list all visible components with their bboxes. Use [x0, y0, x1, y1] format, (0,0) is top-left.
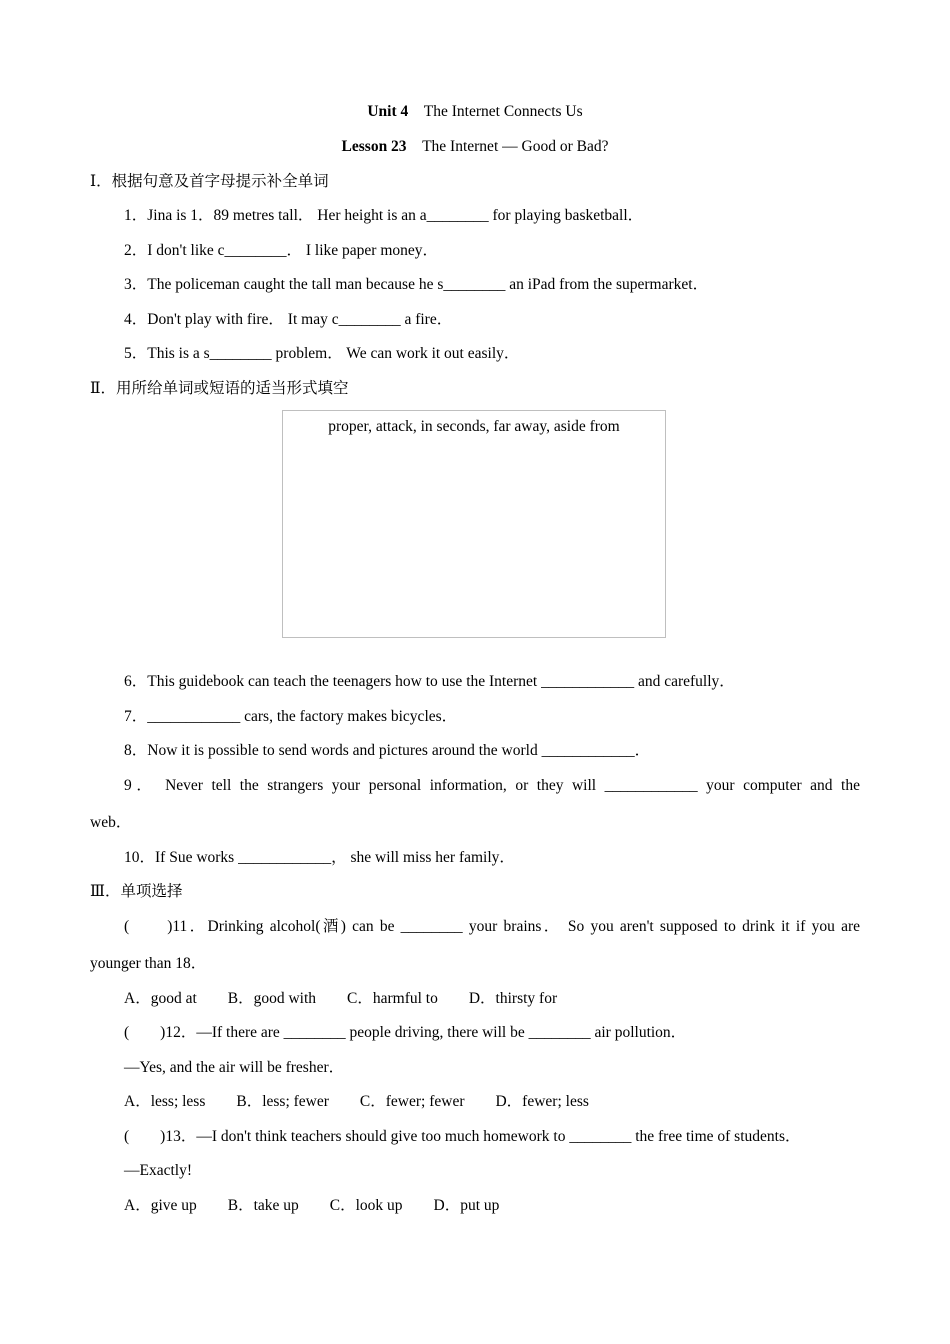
question-6: 6．This guidebook can teach the teenagers how to use the Internet ____________ and carefully． — [124, 673, 735, 690]
section-1-heading: Ⅰ．根据句意及首字母提示补全单词 — [90, 173, 329, 190]
question-11-line-1: ( )11．Drinking alcohol(酒) can be ________ your brains． So you aren't supposed to drink it if you are — [124, 918, 860, 935]
section-2-heading: Ⅱ．用所给单词或短语的适当形式填空 — [90, 380, 349, 397]
lesson-label: Lesson 23 — [341, 138, 407, 155]
unit-name: The Internet Connects Us — [423, 103, 583, 120]
unit-label: Unit 4 — [367, 103, 409, 120]
question-8: 8．Now it is possible to send words and pictures around the world ____________． — [124, 742, 651, 759]
question-3: 3．The policeman caught the tall man because he s________ an iPad from the supermarket． — [124, 276, 709, 293]
question-7: 7．____________ cars, the factory makes bicycles． — [124, 708, 458, 725]
question-9-line-1: 9． Never tell the strangers your personal information, or they will ____________ your computer and the — [124, 777, 860, 794]
unit-title — [0, 102, 950, 122]
question-5: 5．This is a s________ problem． We can work it out easily． — [124, 345, 520, 362]
word-bank-words: proper, attack, in seconds, far away, aside from — [328, 418, 620, 435]
question-4: 4．Don't play with fire． It may c________ a fire． — [124, 311, 453, 328]
question-11-options: A．good at B．good with C．harmful to D．thirsty for — [124, 990, 558, 1007]
word-bank-box — [282, 410, 666, 638]
lesson-title — [0, 137, 950, 157]
question-9-line-2: web． — [90, 814, 132, 831]
question-1: 1．Jina is 1．89 metres tall． Her height is an a________ for playing basketball． — [124, 207, 644, 224]
lesson-name: The Internet — Good or Bad? — [422, 138, 609, 155]
question-12-line-1: ( )12．—If there are ________ people driving, there will be ________ air pollution． — [124, 1024, 687, 1041]
question-13-options: A．give up B．take up C．look up D．put up — [124, 1197, 500, 1214]
question-12-options: A．less; less B．less; fewer C．fewer; fewer D．fewer; less — [124, 1093, 589, 1110]
question-13-line-1: ( )13．—I don't think teachers should give too much homework to ________ the free time of students． — [124, 1128, 801, 1145]
question-2: 2．I don't like c________． I like paper money． — [124, 242, 439, 259]
question-11-line-2: younger than 18． — [90, 955, 207, 972]
question-12-line-2: —Yes, and the air will be fresher． — [124, 1059, 345, 1076]
question-13-line-2: —Exactly! — [124, 1162, 193, 1179]
question-10: 10．If Sue works ____________， she will miss her family． — [124, 849, 515, 866]
section-3-heading: Ⅲ．单项选择 — [90, 883, 183, 900]
